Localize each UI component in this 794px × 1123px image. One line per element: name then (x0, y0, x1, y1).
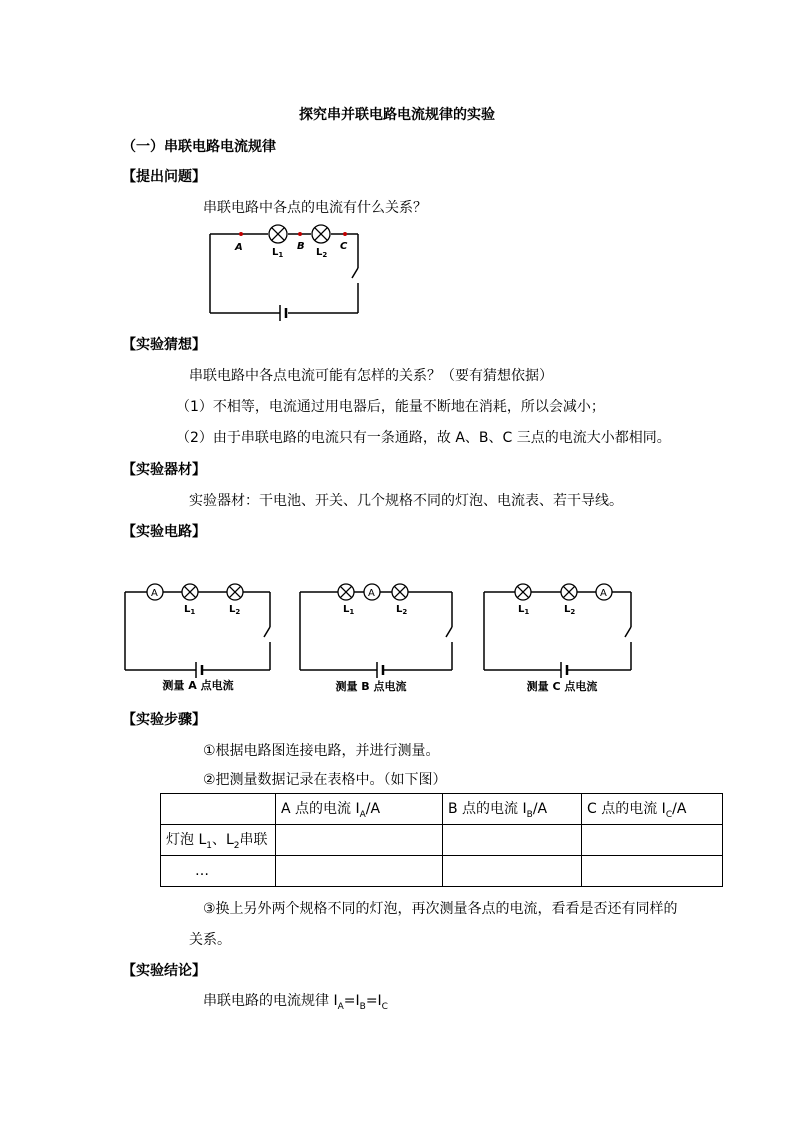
label-l1: $L_1$ (272, 247, 284, 259)
lamp-l2-label: $L_2$ (564, 604, 576, 616)
lamp-l1-icon (515, 584, 531, 600)
guess-2: （2）由于串联电路的电流只有一条通路，故 A、B、C 三点的电流大小都相同。 (176, 430, 671, 446)
heading-conclusion: 【实验结论】 (122, 963, 206, 979)
table-cell (443, 825, 582, 856)
step-3-cont: 关系。 (189, 932, 231, 948)
label-l2: $L_2$ (316, 247, 328, 259)
lamp-l1-label: $L_1$ (184, 604, 196, 616)
conclusion-text: 串联电路的电流规律 $I_A=I_B=I_C$ (203, 993, 388, 1012)
lamp-l2-icon (227, 584, 243, 600)
lamp-l2-icon (392, 584, 408, 600)
table-cell (161, 794, 276, 825)
step-3: ③换上另外两个规格不同的灯泡，再次测量各点的电流，看看是否还有同样的 (203, 901, 678, 917)
ammeter-label: A (151, 588, 158, 599)
lamp-l1-icon (182, 584, 198, 600)
heading-steps: 【实验步骤】 (122, 712, 206, 728)
data-table (160, 793, 723, 887)
label-c: C (340, 241, 348, 252)
heading-guess: 【实验猜想】 (122, 337, 206, 353)
point-a-dot (239, 232, 243, 236)
table-row (161, 856, 723, 887)
lamp-l1-label: $L_1$ (518, 604, 530, 616)
table-row-label: 灯泡 $L_1$、$L_2$串联 (161, 825, 276, 856)
ammeter-label: A (368, 588, 375, 599)
series-circuit-diagram (195, 220, 385, 325)
table-header-b: B 点的电流 $I_B/A$ (443, 794, 582, 825)
point-c-dot (343, 232, 347, 236)
label-a: A (235, 242, 243, 253)
table-cell (276, 825, 443, 856)
equipment-text: 实验器材：干电池、开关、几个规格不同的灯泡、电流表、若干导线。 (189, 493, 623, 509)
table-cell (582, 825, 723, 856)
lamp-l2-icon (312, 225, 330, 243)
lamp-l1-icon (338, 584, 354, 600)
table-row (161, 825, 723, 856)
caption-a: 测量 A 点电流 (162, 679, 234, 692)
circuit-measure-b (300, 584, 452, 693)
page-title: 探究串并联电路电流规律的实验 (299, 107, 495, 123)
heading-equipment: 【实验器材】 (122, 462, 206, 478)
lamp-l2-icon (561, 584, 577, 600)
lamp-l2-label: $L_2$ (396, 604, 408, 616)
table-header-row (161, 794, 723, 825)
guess-1: （1）不相等，电流通过用电器后，能量不断地在消耗，所以会减小； (176, 399, 605, 415)
heading-circuit: 【实验电路】 (122, 524, 206, 540)
circuit-measure-a (125, 584, 270, 692)
lamp-l1-label: $L_1$ (343, 604, 355, 616)
table-cell (443, 856, 582, 887)
question-text: 串联电路中各点的电流有什么关系？ (203, 200, 427, 216)
heading-question: 【提出问题】 (122, 169, 206, 185)
table-row-label: … (161, 856, 276, 887)
guess-question: 串联电路中各点电流可能有怎样的关系？（要有猜想依据） (189, 368, 553, 384)
label-b: B (297, 241, 305, 252)
table-header-a: A 点的电流 $I_A/A$ (276, 794, 443, 825)
step-2: ②把测量数据记录在表格中。（如下图） (203, 772, 447, 788)
circuit-measure-c (484, 584, 631, 693)
step-1: ①根据电路图连接电路，并进行测量。 (203, 743, 440, 759)
ammeter-label: A (600, 588, 607, 599)
table-cell (276, 856, 443, 887)
point-b-dot (298, 232, 302, 236)
section-heading: （一）串联电路电流规律 (122, 139, 276, 155)
table-cell (582, 856, 723, 887)
measurement-circuits-diagram (118, 575, 648, 700)
caption-c: 测量 C 点电流 (526, 680, 598, 693)
caption-b: 测量 B 点电流 (335, 680, 407, 693)
lamp-l1-icon (269, 225, 287, 243)
table-header-c: C 点的电流 $I_C/A$ (582, 794, 723, 825)
lamp-l2-label: $L_2$ (229, 604, 241, 616)
